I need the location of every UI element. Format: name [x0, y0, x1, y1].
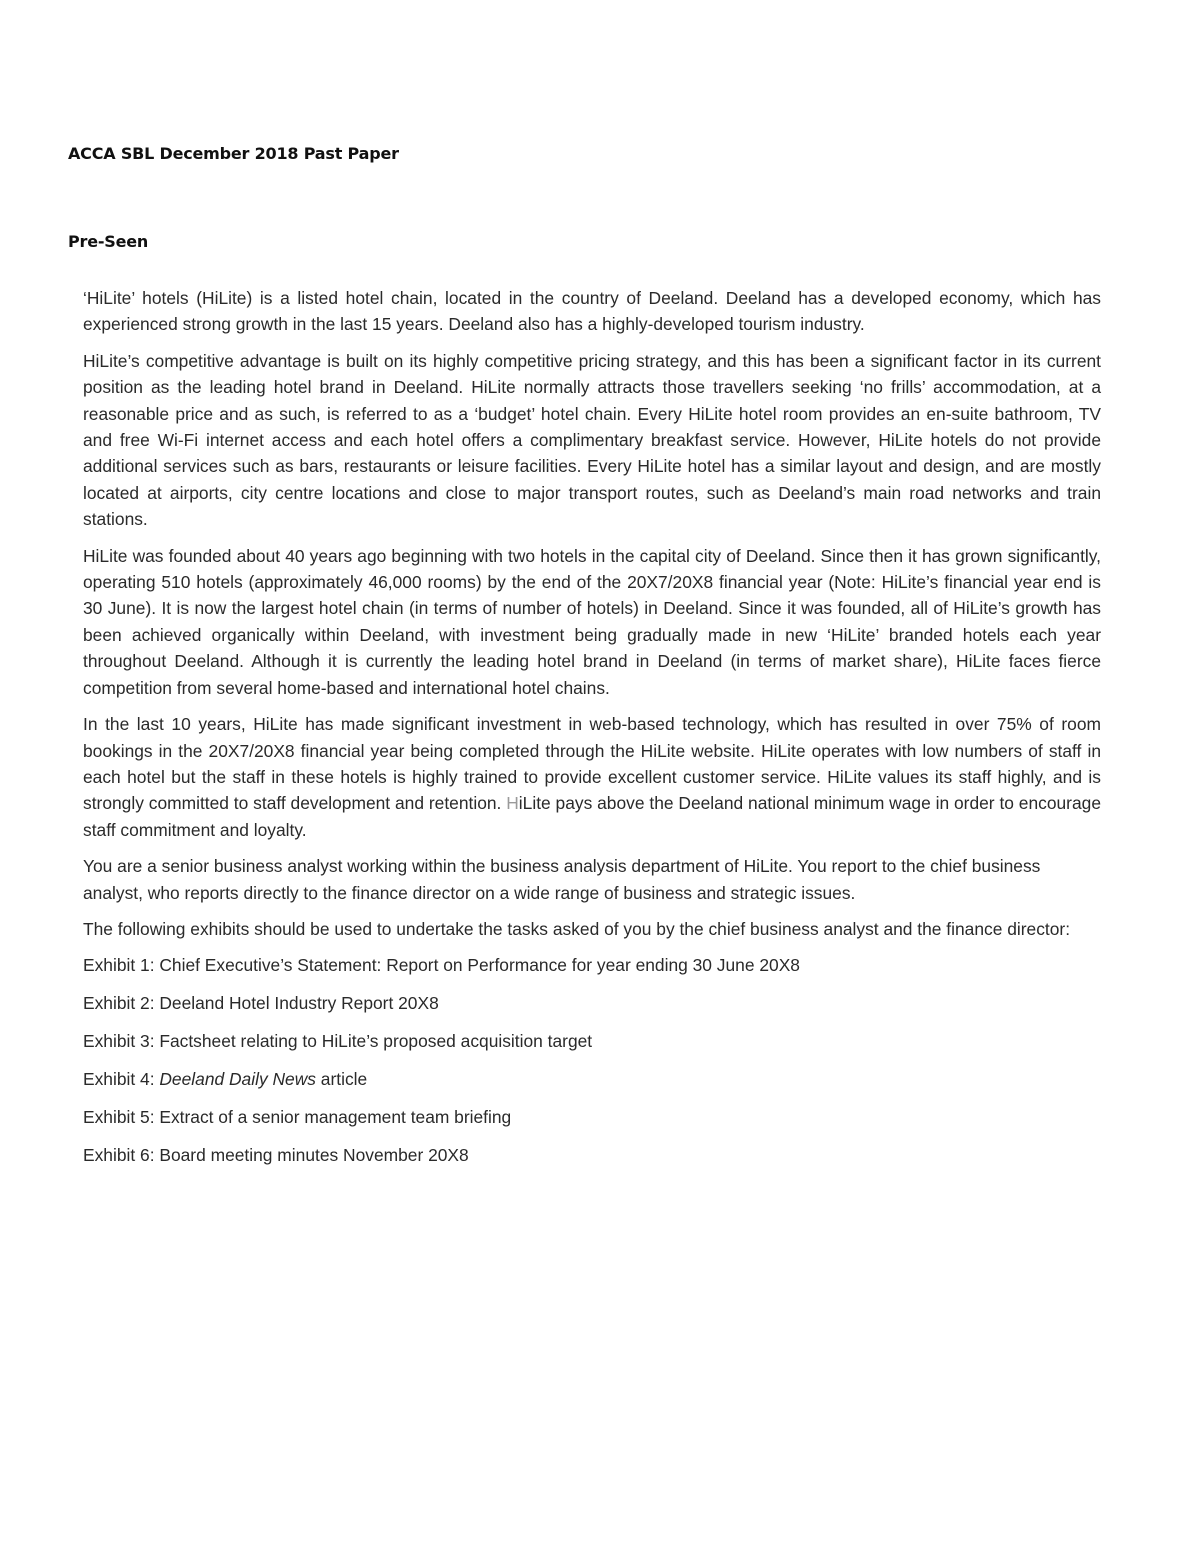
- paragraph-exhibits-intro: The following exhibits should be used to undertake the tasks asked of you by the chief business analyst and the finance director:: [83, 918, 1071, 939]
- section-heading: Pre-Seen: [68, 232, 149, 251]
- paragraph-technology-text-end: iLite pays above the Deeland national minimum wage in order to encourage staff commitment and loyalty.: [83, 793, 1101, 840]
- paragraph-technology-faint-letter: H: [506, 793, 519, 814]
- exhibit-list: [83, 952, 1101, 1168]
- exhibit-item-4: [83, 1066, 1101, 1092]
- exhibit-item-3: Exhibit 3: Factsheet relating to HiLite’s proposed acquisition target: [83, 1031, 593, 1052]
- exhibit-4-suffix: article: [315, 1069, 368, 1090]
- exhibit-item-2: Exhibit 2: Deeland Hotel Industry Report 20X8: [83, 993, 439, 1014]
- exhibit-item-1: Exhibit 1: Chief Executive’s Statement: Report on Performance for year ending 30 June 20X8: [83, 955, 800, 976]
- paragraph-competitive-advantage: HiLite’s competitive advantage is built on its highly competitive pricing strategy, and this has been a significant factor in its current position as the leading hotel brand in Deeland. HiLite normally attracts those travellers seeking ‘no frills’ accommodation, at a reasonable price and as such, is referred to as a ‘budget’ hotel chain. Every HiLite hotel room provides an en-suite bathroom, TV and free Wi-Fi internet access and each hotel offers a complimentary breakfast service. However, HiLite hotels do not provide additional services such as bars, restaurants or leisure facilities. Every HiLite hotel has a similar layout and design, and are mostly located at airports, city centre locations and close to major transport routes, such as Deeland’s main road networks and train stations.: [83, 350, 1101, 530]
- paragraph-technology: [83, 711, 1101, 843]
- paragraph-role: You are a senior business analyst working within the business analysis department of HiLite. You report to the chief business analyst, who reports directly to the finance director on a wide range of business and strategic issues.: [83, 856, 1041, 903]
- paragraph-intro: ‘HiLite’ hotels (HiLite) is a listed hotel chain, located in the country of Deeland. Deeland has a developed economy, which has experienced strong growth in the last 15 years. Deeland also has a highly-developed tourism industry.: [83, 288, 1101, 335]
- exhibit-4-prefix: Exhibit 4:: [83, 1069, 160, 1090]
- exhibit-item-6: Exhibit 6: Board meeting minutes November 20X8: [83, 1145, 469, 1166]
- document-title: ACCA SBL December 2018 Past Paper: [68, 144, 399, 163]
- exhibit-4-publication: Deeland Daily News: [159, 1069, 316, 1090]
- paragraph-technology-text: In the last 10 years, HiLite has made significant investment in web-based technology, which has resulted in over 75% of room bookings in the 20X7/20X8 financial year being completed through the HiLite website. HiLite operates with low numbers of staff in each hotel but the staff in these hotels is highly trained to provide excellent customer service. HiLite values its staff highly, and is strongly committed to staff development and retention.: [83, 714, 1101, 814]
- paragraph-history: HiLite was founded about 40 years ago beginning with two hotels in the capital city of Deeland. Since then it has grown significantly, operating 510 hotels (approximately 46,000 rooms) by the end of the 20X7/20X8 financial year (Note: HiLite’s financial year end is 30 June). It is now the largest hotel chain (in terms of number of hotels) in Deeland. Since it was founded, all of HiLite’s growth has been achieved organically within Deeland, with investment being gradually made in new ‘HiLite’ branded hotels each year throughout Deeland. Although it is currently the leading hotel brand in Deeland (in terms of market share), HiLite faces fierce competition from several home-based and international hotel chains.: [83, 545, 1101, 698]
- exhibit-item-5: Exhibit 5: Extract of a senior management team briefing: [83, 1107, 512, 1128]
- pre-seen-body: [83, 285, 1101, 1180]
